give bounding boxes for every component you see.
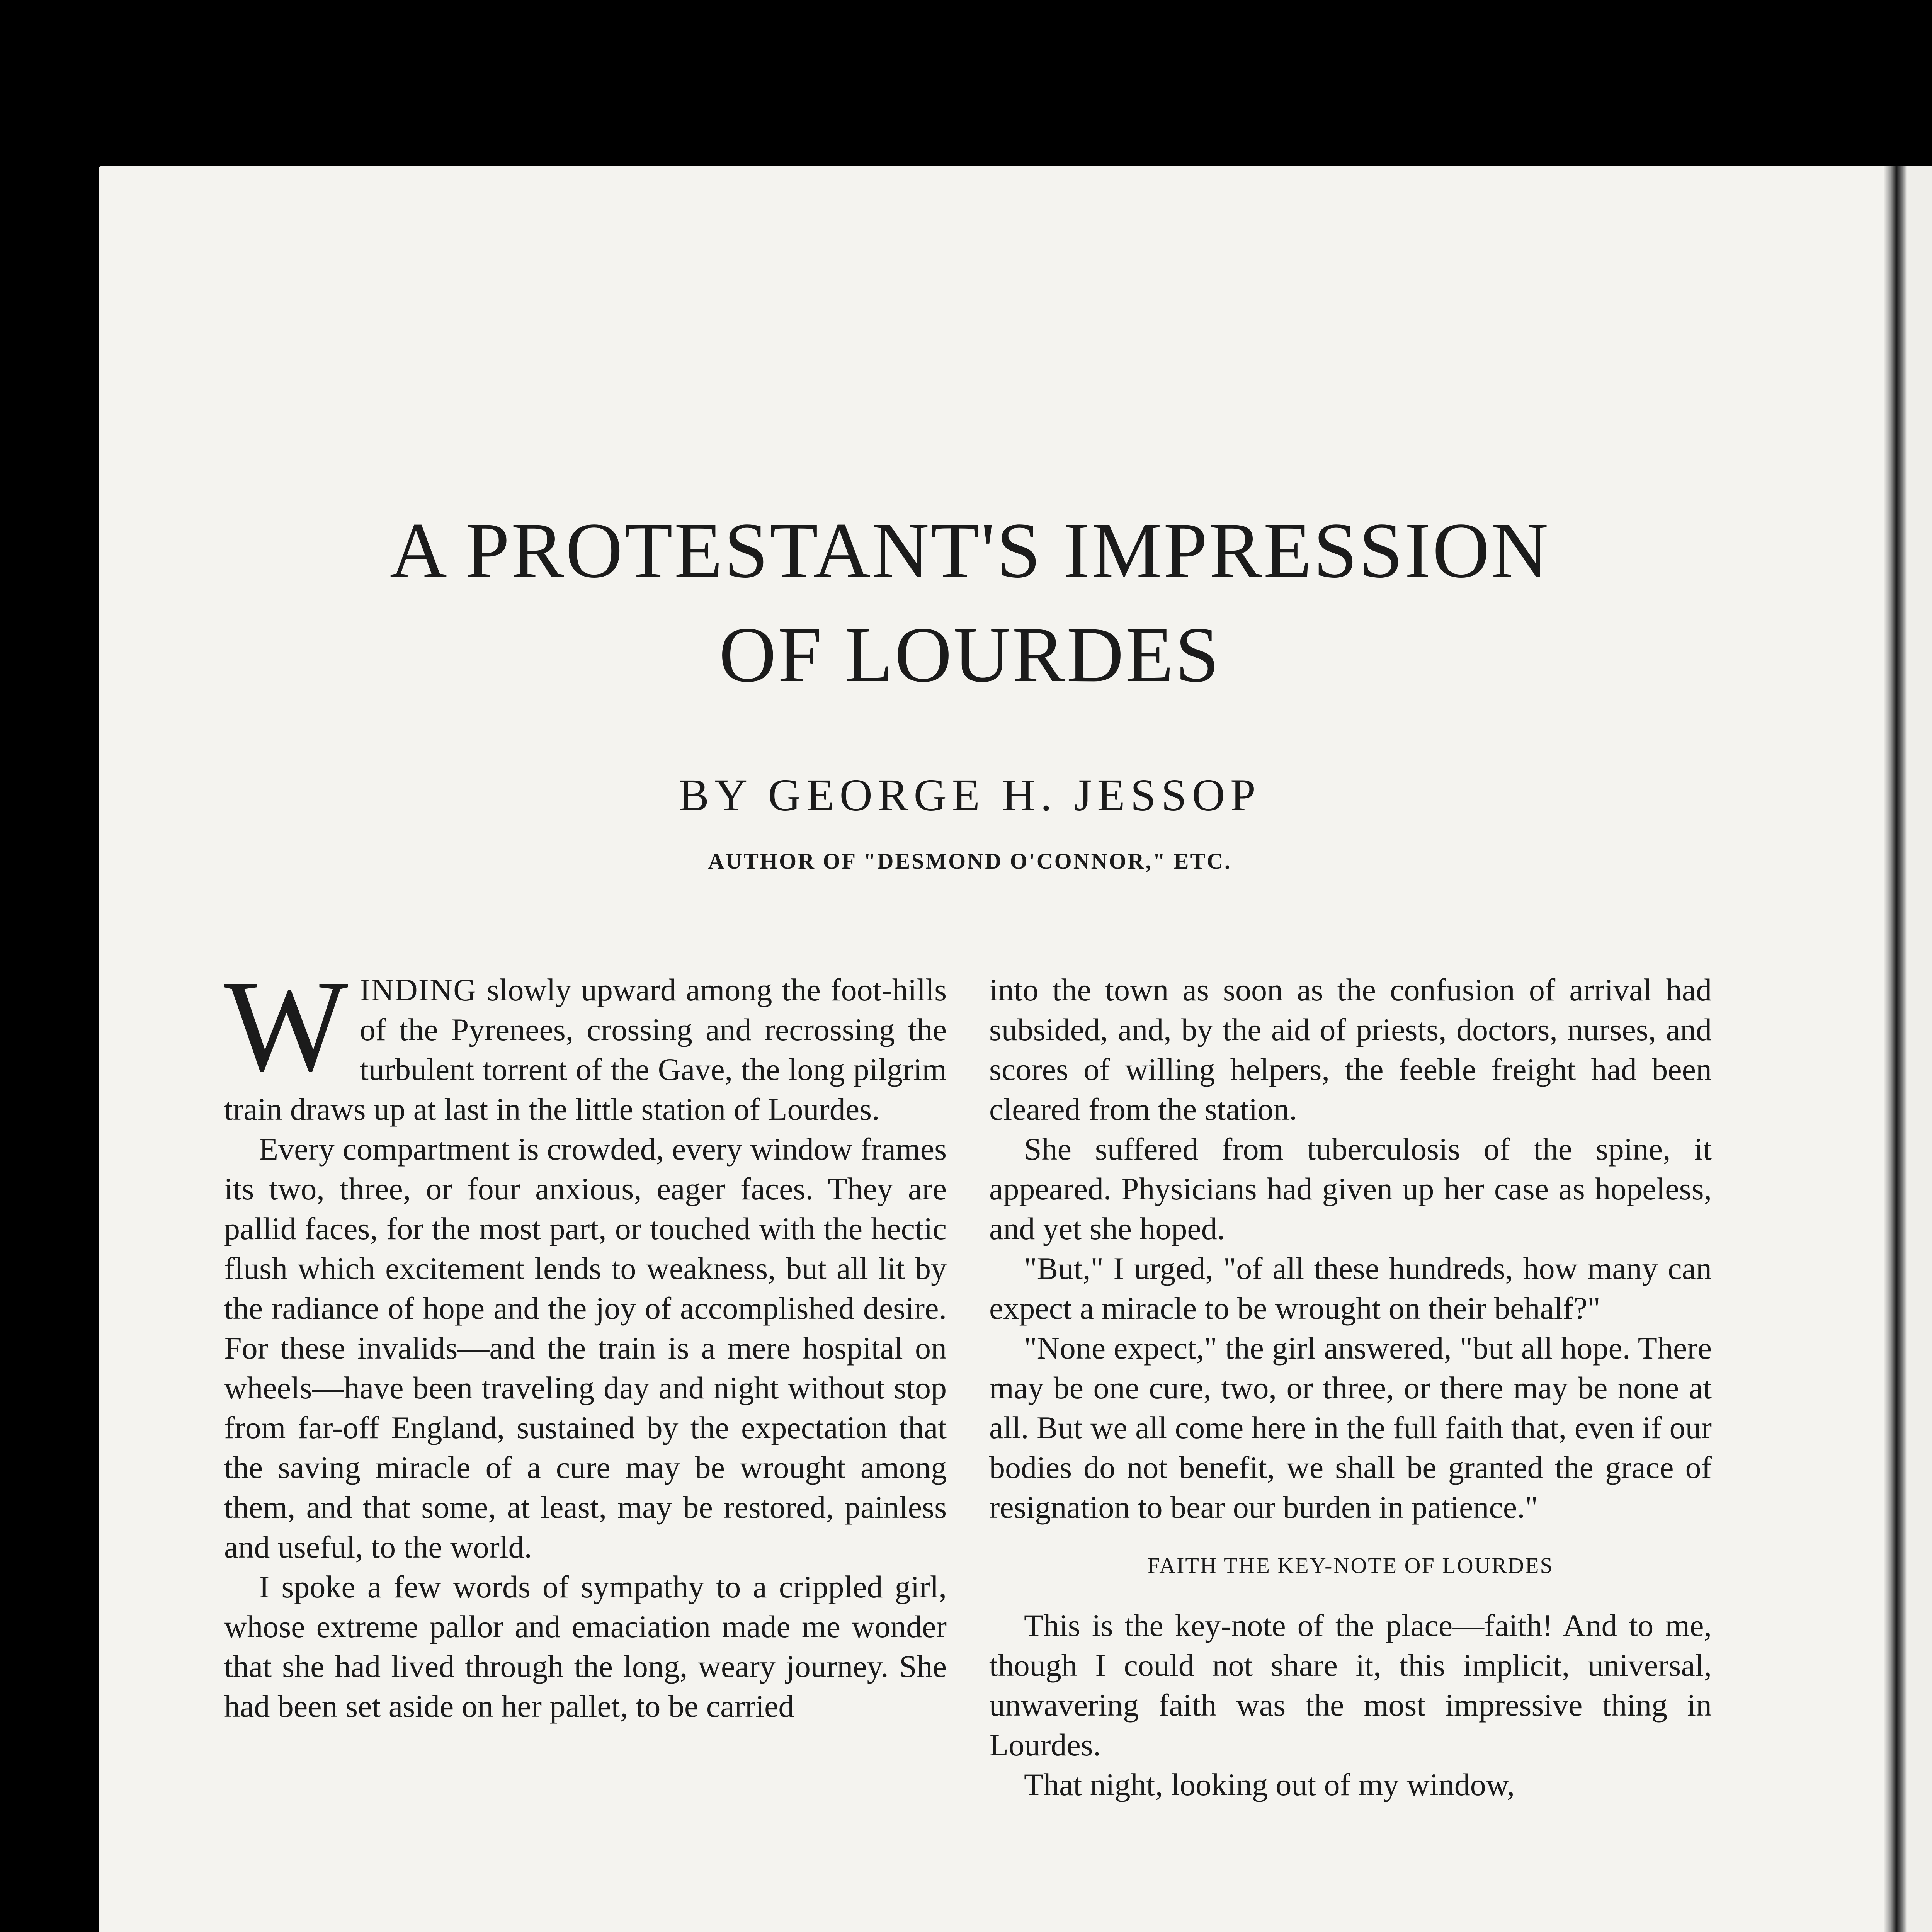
drop-cap: W [224, 953, 348, 1099]
paragraph: into the town as soon as the confusion of arrival had subsided, and, by the aid of priests, doctors, nurses, and scores of willing helpers, the feeble freight had been cleared from the station. [989, 972, 1712, 1127]
right-column [989, 970, 1712, 1804]
facing-page-edge [1907, 166, 1932, 1932]
paragraph: She suffered from tuberculosis of the spine, it appeared. Physicians had given up her case as hopeless, and yet she hoped. [989, 1131, 1712, 1246]
author-credit: AUTHOR OF "DESMOND O'CONNOR," ETC. [708, 849, 1232, 874]
byline: BY GEORGE H. JESSOP [679, 770, 1261, 820]
paragraph: "But," I urged, "of all these hundreds, how many can expect a miracle to be wrought on their behalf?" [989, 1251, 1712, 1326]
paragraph: That night, looking out of my window, [1024, 1767, 1515, 1802]
title-line-2: OF LOURDES [719, 611, 1221, 699]
opening-paragraph-text: slowly upward among the foot-hills of the Pyrenees, crossing and recrossing the turbulent torrent of the Gave, the long pilgrim train draws up at last in the little station of Lourdes. [224, 972, 947, 1127]
book-gutter [1884, 166, 1907, 1932]
section-heading: FAITH THE KEY-NOTE OF LOURDES [1147, 1553, 1554, 1578]
opening-paragraph [224, 953, 947, 1129]
paragraph: Every compartment is crowded, every window frames its two, three, or four anxious, eager faces. They are pallid faces, for the most part, or touched with the hectic flush which excitement lends to weakness, but all lit by the radiance of hope and the joy of accomplished desire. For these invalids—and the train is a mere hospital on wheels—have been traveling day and night without stop from far-off England, sustained by the expectation that the saving miracle of a cure may be wrought among them, and that some, at least, may be restored, painless and useful, to the world. [224, 1131, 947, 1565]
left-column [224, 953, 947, 1726]
paragraph: "None expect," the girl answered, "but all hope. There may be one cure, two, or three, or there may be none at all. But we all come here in the full faith that, even if our bodies do not benefit, we shall be granted the grace of resignation to bear our burden in patience." [989, 1330, 1712, 1525]
title-line-1: A PROTESTANT'S IMPRESSION [389, 507, 1550, 594]
lead-word: INDING [359, 972, 477, 1007]
paragraph: I spoke a few words of sympathy to a crippled girl, whose extreme pallor and emaciation made me wonder that she had lived through the long, weary journey. She had been set aside on her pallet, to be carried [224, 1569, 947, 1724]
article-title [155, 498, 1785, 707]
paragraph: This is the key-note of the place—faith! And to me, though I could not share it, this implicit, universal, unwavering faith was the most impressive thing in Lourdes. [989, 1608, 1712, 1762]
